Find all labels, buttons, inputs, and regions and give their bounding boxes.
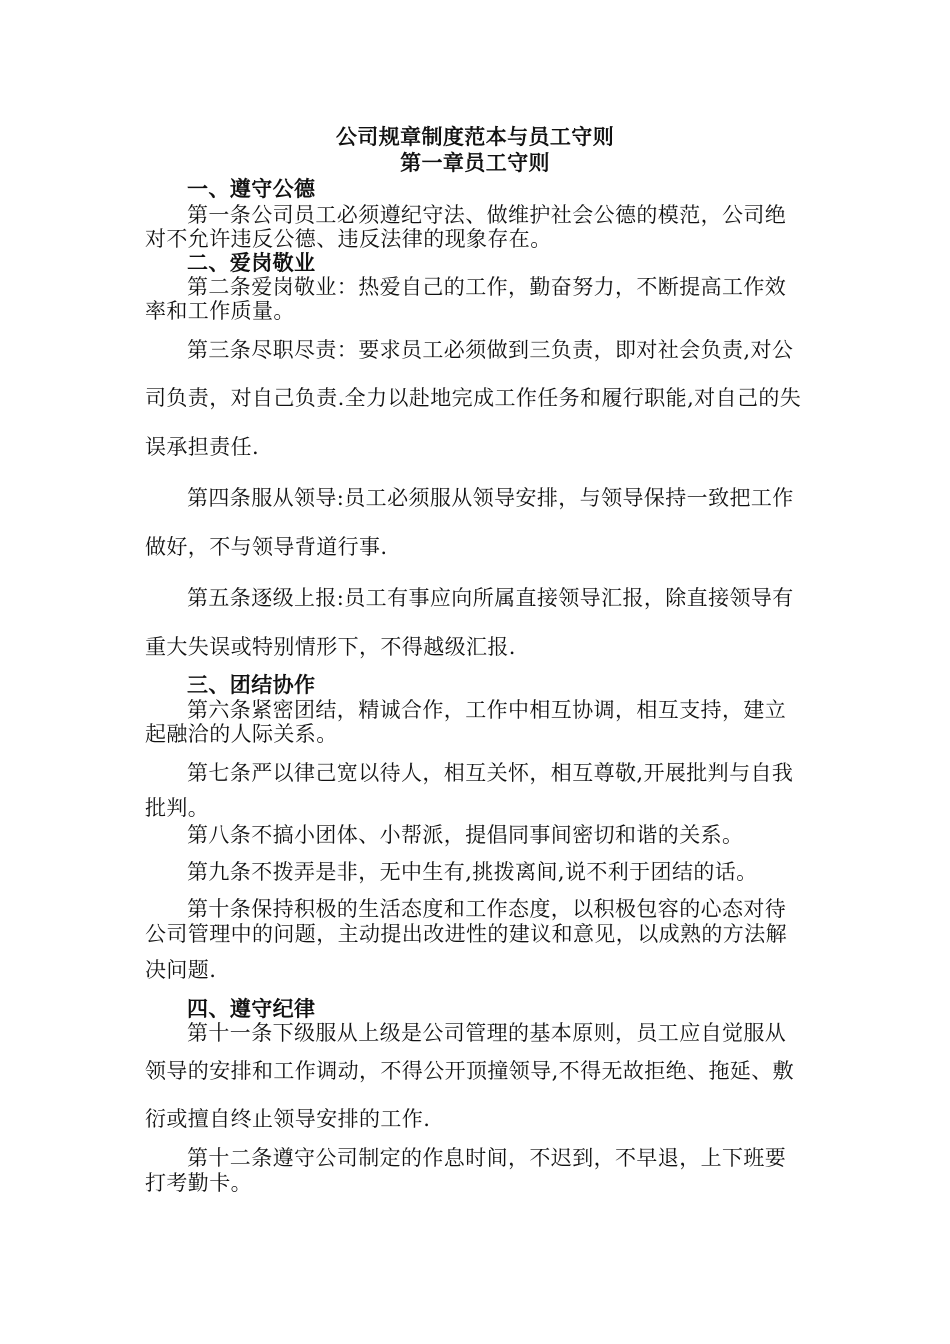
article-line: 第一条公司员工必须遵纪守法、做维护社会公德的模范，公司绝 xyxy=(187,203,787,227)
article-line: 衍或擅自终止领导安排的工作. xyxy=(145,1107,431,1131)
article-line: 率和工作质量。 xyxy=(145,299,295,323)
article-line: 第二条爱岗敬业：热爱自己的工作，勤奋努力，不断提高工作效 xyxy=(187,275,787,299)
section-heading: 二、爱岗敬业 xyxy=(187,250,316,275)
article-line: 打考勤卡。 xyxy=(145,1171,252,1195)
article-line: 第五条逐级上报:员工有事应向所属直接领导汇报，除直接领导有 xyxy=(187,586,794,610)
chapter-title: 第一章员工守则 xyxy=(400,150,550,175)
article-line: 重大失误或特别情形下，不得越级汇报. xyxy=(145,635,516,659)
article-line: 第四条服从领导:员工必须服从领导安排，与领导保持一致把工作 xyxy=(187,486,794,510)
article-line: 第九条不拨弄是非，无中生有,挑拨离间,说不利于团结的话。 xyxy=(187,860,758,884)
article-line: 第十条保持积极的生活态度和工作态度，以积极包容的心态对待 xyxy=(187,897,787,921)
article-line: 第三条尽职尽责：要求员工必须做到三负责，即对社会负责,对公 xyxy=(187,338,794,362)
article-line: 司负责，对自己负责.全力以赴地完成工作任务和履行职能,对自己的失 xyxy=(145,386,802,410)
article-line: 决问题. xyxy=(145,958,217,982)
section-heading: 一、遵守公德 xyxy=(187,176,316,201)
article-line: 第十二条遵守公司制定的作息时间，不迟到，不早退，上下班要 xyxy=(187,1146,787,1170)
article-line: 误承担责任. xyxy=(145,435,260,459)
article-line: 对不允许违反公德、违反法律的现象存在。 xyxy=(145,227,552,251)
article-line: 起融洽的人际关系。 xyxy=(145,722,338,746)
article-line: 第十一条下级服从上级是公司管理的基本原则，员工应自觉服从 xyxy=(187,1021,787,1045)
article-line: 领导的安排和工作调动，不得公开顶撞领导,不得无故拒绝、拖延、敷 xyxy=(145,1059,795,1083)
section-heading: 四、遵守纪律 xyxy=(187,996,316,1021)
document-title: 公司规章制度范本与员工守则 xyxy=(335,124,615,149)
article-line: 第六条紧密团结，精诚合作，工作中相互协调，相互支持，建立 xyxy=(187,698,787,722)
section-heading: 三、团结协作 xyxy=(187,672,316,697)
article-line: 做好，不与领导背道行事. xyxy=(145,535,388,559)
article-line: 批判。 xyxy=(145,796,210,820)
article-line: 第八条不搞小团体、小帮派，提倡同事间密切和谐的关系。 xyxy=(187,823,744,847)
article-line: 第七条严以律己宽以待人，相互关怀，相互尊敬,开展批判与自我 xyxy=(187,761,794,785)
article-line: 公司管理中的问题，主动提出改进性的建议和意见，以成熟的方法解 xyxy=(145,922,787,946)
